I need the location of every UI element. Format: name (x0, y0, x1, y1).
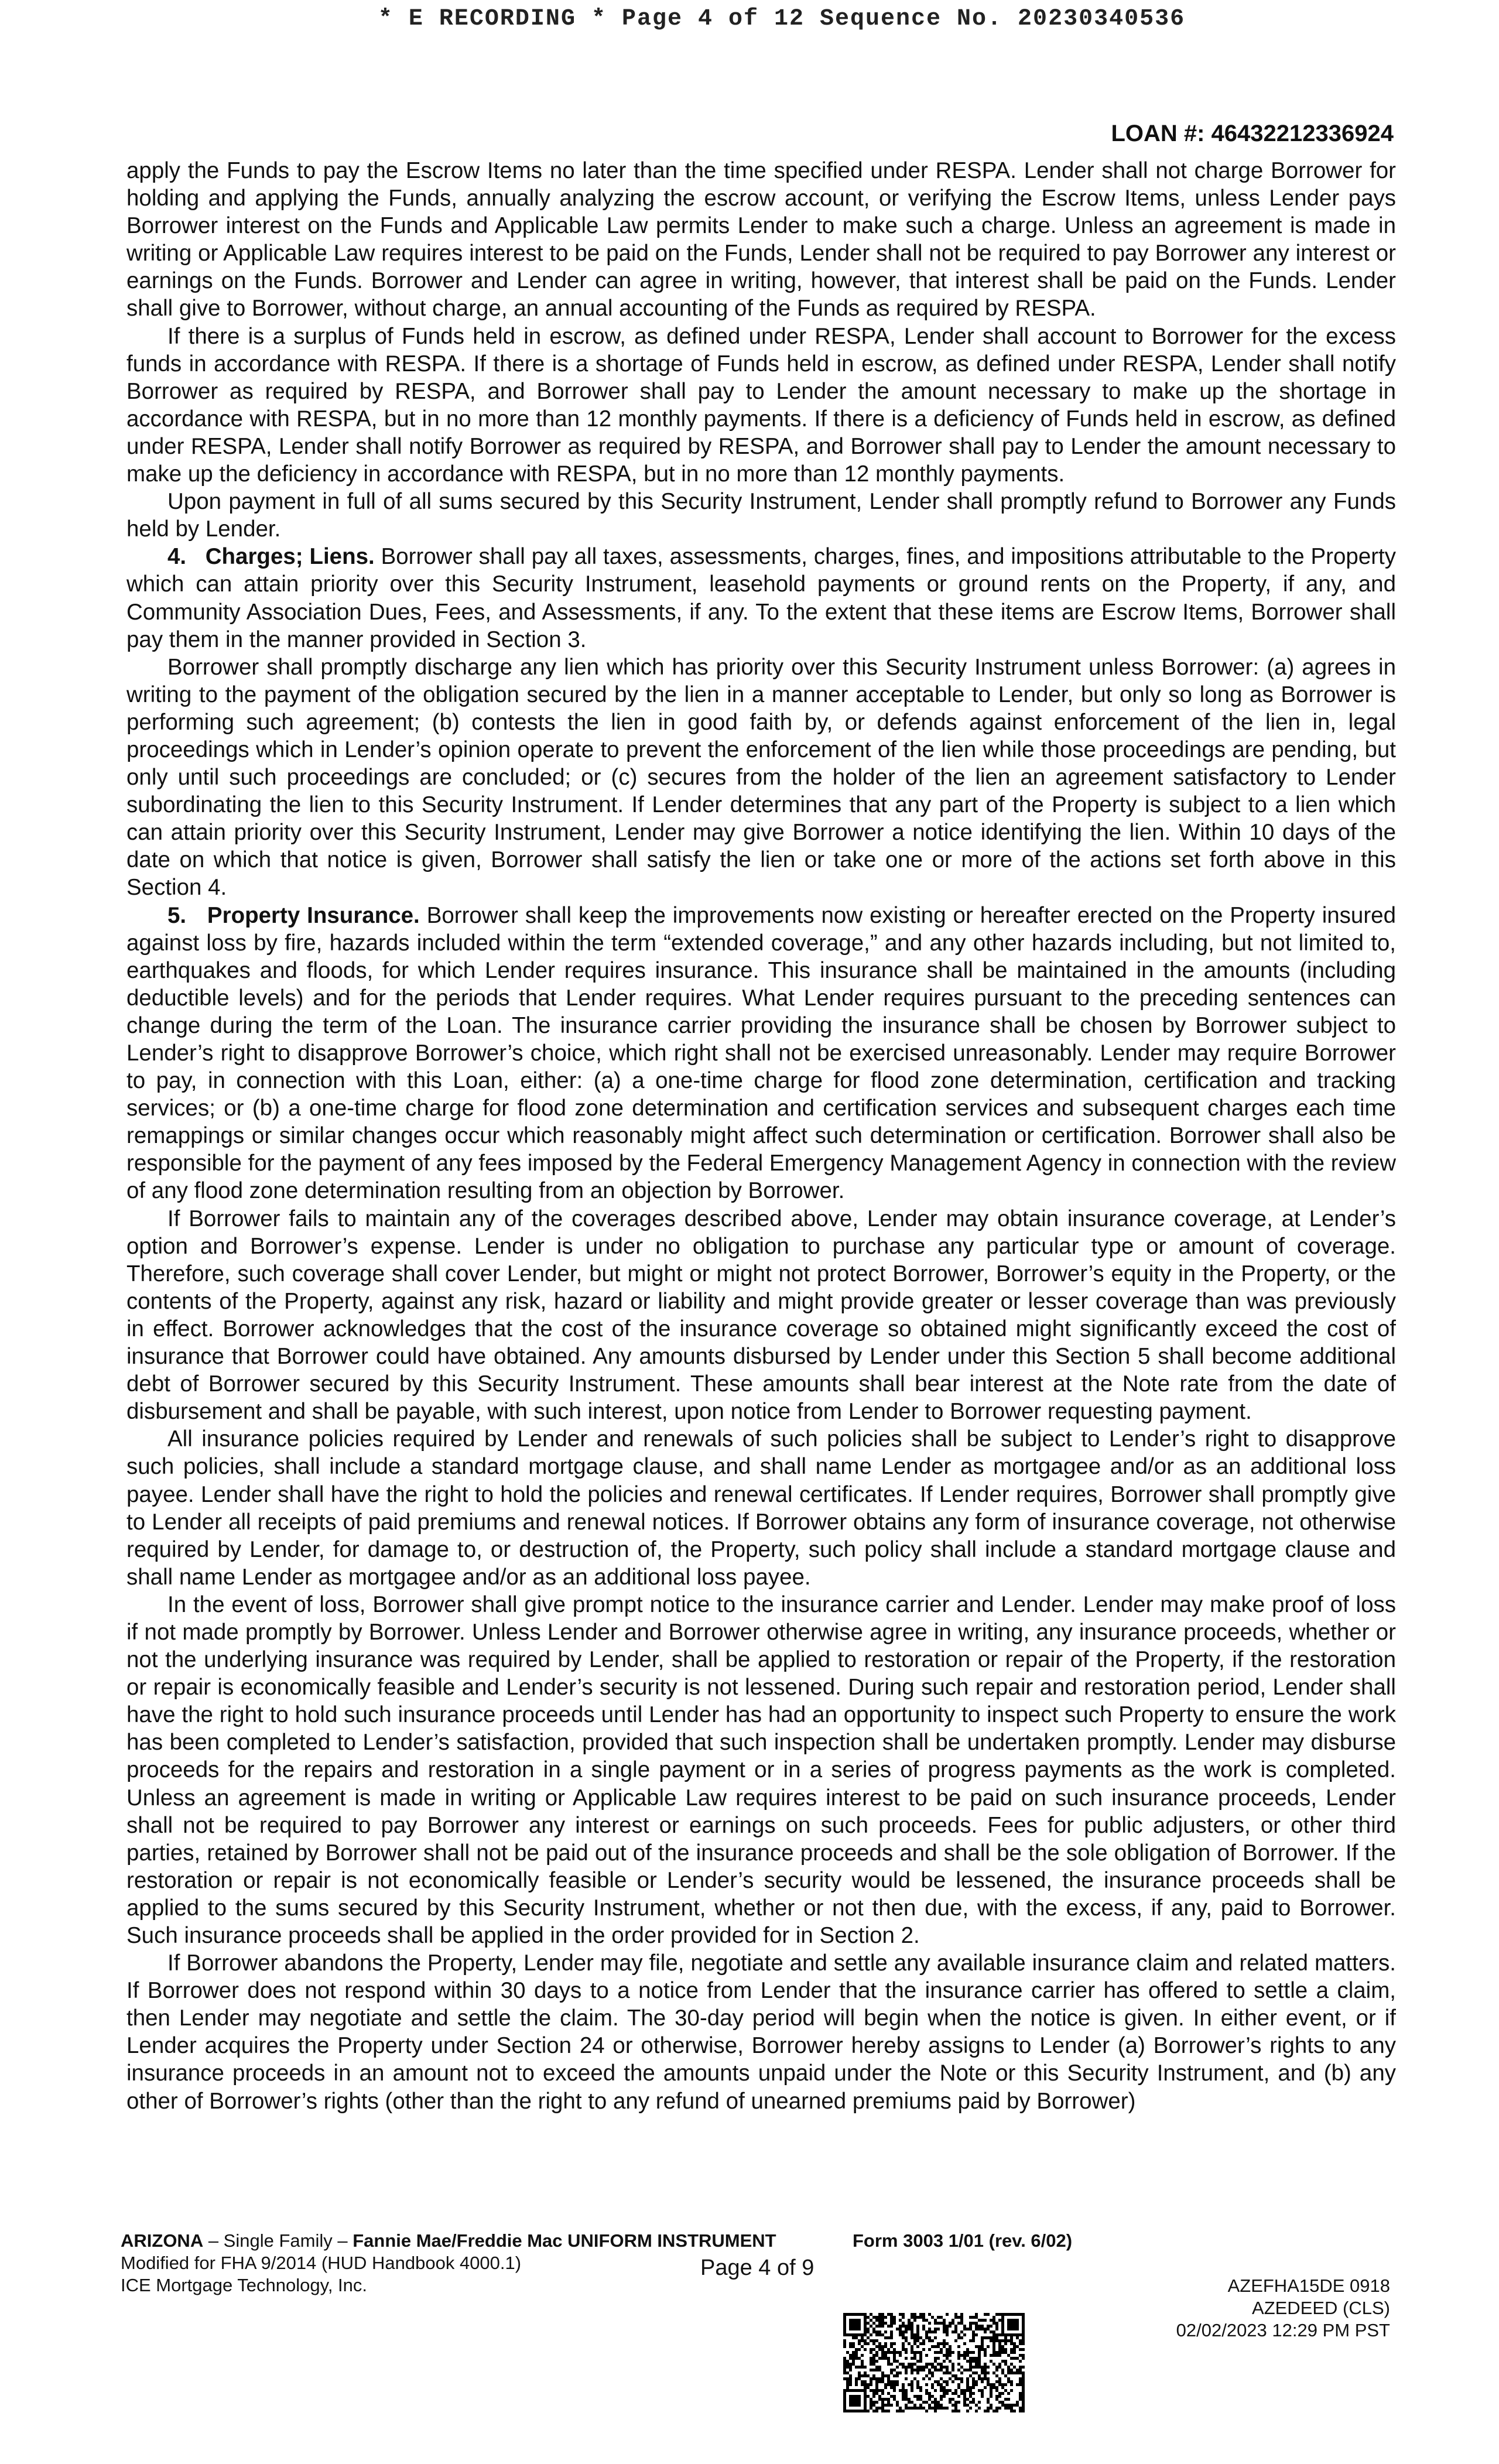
paragraph: apply the Funds to pay the Escrow Items no later than the time specified under RESPA. Lender shall not charge Borrower for holding and applying the Funds, annually analyzing the escrow account, or verifying the Escrow Items, unless Lender pays Borrower interest on the Funds and Applicable Law permits Lender to make such a charge. Unless an agreement is made in writing or Applicable Law requires interest to be paid on the Funds, Lender shall not be required to pay Borrower any interest or earnings on the Funds. Borrower and Lender can agree in writing, however, that interest shall be paid on the Funds. Lender shall give to Borrower, without charge, an annual accounting of the Funds as required by RESPA. (126, 158, 1396, 321)
footer-doc-code: AZEFHA15DE 0918 (1227, 2275, 1390, 2296)
footer-form-info (121, 2230, 1073, 2297)
footer-company: ICE Mortgage Technology, Inc. (121, 2275, 368, 2295)
section-4-paragraph: 4. Charges; Liens. Borrower shall pay all taxes, assessments, charges, fines, and impositions attributable to the Property which can attain priority over this Security Instrument, leasehold payments or ground rents on the Property, if any, and Community Association Dues, Fees, and Assessments, if any. To the extent that these items are Escrow Items, Borrower shall pay them in the manner provided in Section 3. (126, 544, 1397, 652)
recording-header: * E RECORDING * Page 4 of 12 Sequence No. 20230340536 (378, 6, 1186, 32)
document-body (126, 157, 1396, 2115)
footer-instrument: Fannie Mae/Freddie Mac UNIFORM INSTRUMENT (352, 2230, 776, 2251)
paragraph: If there is a surplus of Funds held in escrow, as defined under RESPA, Lender shall account to Borrower for the excess funds in accordance with RESPA. If there is a shortage of Funds held in escrow, as defined under RESPA, Lender shall notify Borrower as required by RESPA, and Borrower shall pay to Lender the amount necessary to make up the shortage in accordance with RESPA, but in no more than 12 monthly payments. If there is a deficiency of Funds held in escrow, as defined under RESPA, Lender shall notify Borrower as required by RESPA, and Borrower shall pay to Lender the amount necessary to make up the deficiency in accordance with RESPA, but in no more than 12 monthly payments. (126, 323, 1396, 487)
footer-form-type: – Single Family – (203, 2230, 353, 2251)
section-number: 5. (167, 902, 187, 928)
footer-state: ARIZONA (121, 2230, 204, 2251)
footer-form-number: Form 3003 1/01 (rev. 6/02) (853, 2230, 1073, 2251)
footer-form-line (121, 2230, 1073, 2252)
footer-doc-id: AZEDEED (CLS) (1252, 2298, 1390, 2318)
paragraph: All insurance policies required by Lender and renewals of such policies shall be subject to Lender’s right to disapprove such policies, shall include a standard mortgage clause, and shall name Lender as mortgagee and/or as an additional loss payee. Lender shall have the right to hold the policies and renewal certificates. If Lender requires, Borrower shall promptly give to Lender all receipts of paid premiums and renewal notices. If Borrower obtains any form of insurance coverage, not otherwise required by Lender, for damage to, or destruction of, the Property, such policy shall include a standard mortgage clause and shall name Lender as mortgagee and/or as an additional loss payee. (126, 1426, 1396, 1590)
footer-modified: Modified for FHA 9/2014 (HUD Handbook 4000.1) (121, 2253, 522, 2273)
paragraph: If Borrower fails to maintain any of the coverages described above, Lender may obtain insurance coverage, at Lender’s option and Borrower’s expense. Lender is under no obligation to purchase any particular type or amount of coverage. Therefore, such coverage shall cover Lender, but might or might not protect Borrower, Borrower’s equity in the Property, or the contents of the Property, against any risk, hazard or liability and might provide greater or lesser coverage than was previously in effect. Borrower acknowledges that the cost of the insurance coverage so obtained might significantly exceed the cost of insurance that Borrower could have obtained. Any amounts disbursed by Lender under this Section 5 shall become additional debt of Borrower secured by this Security Instrument. These amounts shall bear interest at the Note rate from the date of disbursement and shall be payable, with such interest, upon notice from Lender to Borrower requesting payment. (126, 1206, 1396, 1425)
section-title: Property Insurance. (207, 902, 420, 928)
section-5-paragraph: 5. Property Insurance. Borrower shall keep the improvements now existing or hereafter erected on the Property insured against loss by fire, hazards included within the term “extended coverage,” and any other hazards including, but not limited to, earthquakes and floods, for which Lender requires insurance. This insurance shall be maintained in the amounts (including deductible levels) and for the periods that Lender requires. What Lender requires pursuant to the preceding sentences can change during the term of the Loan. The insurance carrier providing the insurance shall be chosen by Borrower subject to Lender’s right to disapprove Borrower’s choice, which right shall not be exercised unreasonably. Lender may require Borrower to pay, in connection with this Loan, either: (a) a one-time charge for flood zone determination, certification and tracking services; or (b) a one-time charge for flood zone determination and certification services and subsequent charges each time remappings or similar changes occur which reasonably might affect such determination or certification. Borrower shall also be responsible for the payment of any fees imposed by the Federal Emergency Management Agency in connection with the review of any flood zone determination resulting from an objection by Borrower. (126, 902, 1396, 1204)
paragraph: Upon payment in full of all sums secured by this Security Instrument, Lender shall promptly refund to Borrower any Funds held by Lender. (126, 489, 1396, 542)
paragraph: Borrower shall promptly discharge any lien which has priority over this Security Instrument unless Borrower: (a) agrees in writing to the payment of the obligation secured by the lien in a manner acceptable to Lender, but only so long as Borrower is performing such agreement; (b) contests the lien in good faith by, or defends against enforcement of the lien in, legal proceedings which in Lender’s opinion operate to prevent the enforcement of the lien while those proceedings are pending, but only until such proceedings are concluded; or (c) secures from the holder of the lien an agreement satisfactory to Lender subordinating the lien to this Security Instrument. If Lender determines that any part of the Property is subject to a lien which can attain priority over this Security Instrument, Lender may give Borrower a notice identifying the lien. Within 10 days of the date on which that notice is given, Borrower shall satisfy the lien or take one or more of the actions set forth above in this Section 4. (126, 654, 1396, 901)
section-title: Charges; Liens. (205, 544, 375, 570)
paragraph: If Borrower abandons the Property, Lender may file, negotiate and settle any available insurance claim and related matters. If Borrower does not respond within 30 days to a notice from Lender that the insurance carrier has offered to settle a claim, then Lender may negotiate and settle the claim. The 30-day period will begin when the notice is given. In either event, or if Lender acquires the Property under Section 24 or otherwise, Borrower hereby assigns to Lender (a) Borrower’s rights to any insurance proceeds in an amount not to exceed the amounts unpaid under the Note or this Security Instrument, and (b) any other of Borrower’s rights (other than the right to any refund of unearned premiums paid by Borrower) (126, 1950, 1396, 2114)
paragraph: In the event of loss, Borrower shall give prompt notice to the insurance carrier and Lender. Lender may make proof of loss if not made promptly by Borrower. Unless Lender and Borrower otherwise agree in writing, any insurance proceeds, whether or not the underlying insurance was required by Lender, shall be applied to restoration or repair of the Property, if the restoration or repair is economically feasible and Lender’s security is not lessened. During such repair and restoration period, Lender shall have the right to hold such insurance proceeds until Lender has had an opportunity to inspect such Property to ensure the work has been completed to Lender’s satisfaction, provided that such inspection shall be undertaken promptly. Lender may disburse proceeds for the repairs and restoration in a single payment or in a series of progress payments as the work is completed. Unless an agreement is made in writing or Applicable Law requires interest to be paid on such insurance proceeds, Lender shall not be required to pay Borrower any interest or earnings on such proceeds. Fees for public adjusters, or other third parties, retained by Borrower shall not be paid out of the insurance proceeds and shall be the sole obligation of Borrower. If the restoration or repair is not economically feasible or Lender’s security would be lessened, the insurance proceeds shall be applied to the sums secured by this Security Instrument, whether or not then due, with the excess, if any, paid to Borrower. Such insurance proceeds shall be applied in the order provided for in Section 2. (126, 1592, 1396, 1948)
section-number: 4. (167, 544, 187, 570)
loan-number: LOAN #: 46432212336924 (1111, 121, 1394, 146)
barcode-icon (843, 2313, 1025, 2412)
footer-timestamp: 02/02/2023 12:29 PM PST (1176, 2320, 1390, 2340)
page-indicator: Page 4 of 9 (700, 2256, 814, 2280)
footer-document-codes (1176, 2275, 1390, 2342)
